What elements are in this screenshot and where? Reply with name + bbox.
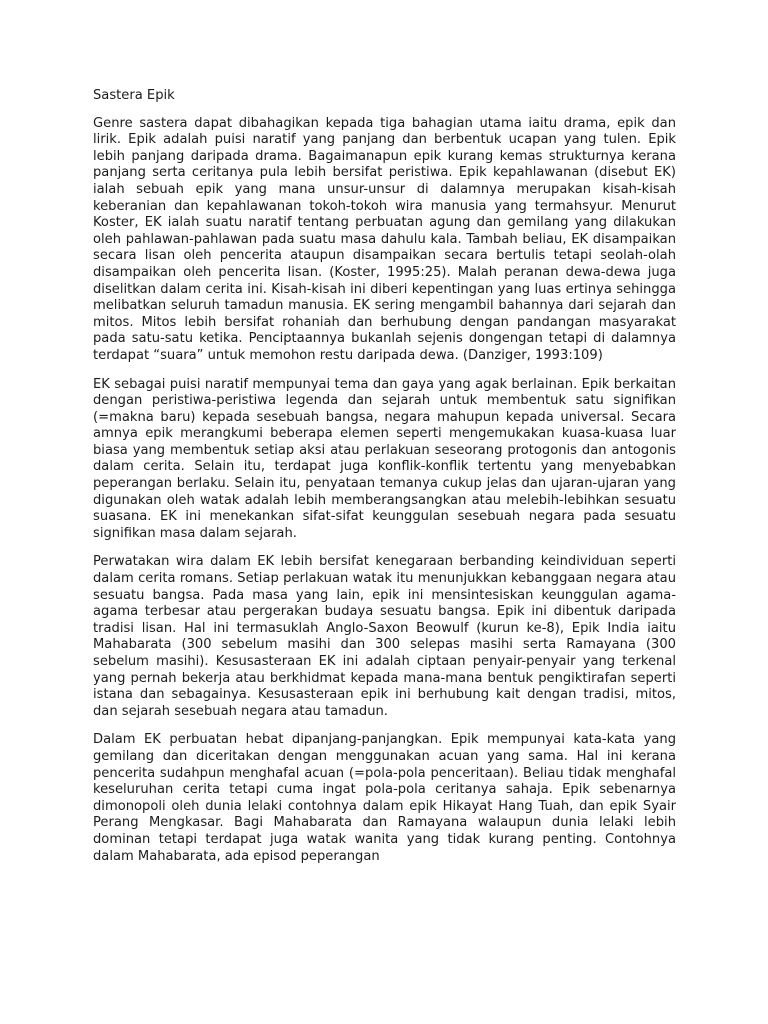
paragraph-2: EK sebagai puisi naratif mempunyai tema dan gaya yang agak berlainan. Epik berkaitan dengan peristiwa-peristiwa legenda dan sejarah untuk membentuk satu signifikan (=makna baru) kepada sesebuah bangsa, negara mahupun kepada universal. Secara amnya epik merangkumi beberapa elemen seperti mengemukakan kuasa-kuasa luar biasa yang membentuk setiap aksi atau perlakuan seseorang protogonis dan antogonis dalam cerita. Selain itu, terdapat juga konflik-konflik tertentu yang menyebabkan peperangan berlaku. Selain itu, penyataan temanya cukup jelas dan ujaran-ujaran yang digunakan oleh watak adalah lebih memberangsangkan atau melebih-lebihkan sesuatu suasana. EK ini menekankan sifat-sifat keunggulan sesebuah negara pada sesuatu signifikan masa dalam sejarah. <box>93 376 676 541</box>
paragraph-4: Dalam EK perbuatan hebat dipanjang-panjangkan. Epik mempunyai kata-kata yang gemilang dan diceritakan dengan menggunakan acuan yang sama. Hal ini kerana pencerita sudahpun menghafal acuan (=pola-pola penceritaan). Beliau tidak menghafal keseluruhan cerita tetapi cuma ingat pola-pola ceritanya sahaja. Epik sebenarnya dimonopoli oleh dunia lelaki contohnya dalam epik Hikayat Hang Tuah, dan epik Syair Perang Mengkasar. Bagi Mahabarata dan Ramayana walaupun dunia lelaki lebih dominan tetapi terdapat juga watak wanita yang tidak kurang penting. Contohnya dalam Mahabarata, ada episod peperangan <box>93 732 676 864</box>
paragraph-1: Genre sastera dapat dibahagikan kepada tiga bahagian utama iaitu drama, epik dan lirik. Epik adalah puisi naratif yang panjang dan berbentuk ucapan yang tulen. Epik lebih panjang daripada drama. Bagaimanapun epik kurang kemas strukturnya kerana panjang serta ceritanya pula lebih bersifat peristiwa. Epik kepahlawanan (disebut EK) ialah sebuah epik yang mana unsur-unsur di dalamnya merupakan kisah-kisah keberanian dan kepahlawanan tokoh-tokoh wira manusia yang termahsyur. Menurut Koster, EK ialah suatu naratif tentang perbuatan agung dan gemilang yang dilakukan oleh pahlawan-pahlawan pada suatu masa dahulu kala. Tambah beliau, EK disampaikan secara lisan oleh pencerita ataupun disampaikan secara bertulis tetapi seolah-olah disampaikan oleh pencerita lisan. (Koster, 1995:25). Malah peranan dewa-dewa juga diselitkan dalam cerita ini. Kisah-kisah ini diberi kepentingan yang luas ertinya sehingga melibatkan seluruh tamadun manusia. EK sering mengambil bahannya dari sejarah dan mitos. Mitos lebih bersifat rohaniah dan berhubung dengan pandangan masyarakat pada satu-satu ketika. Penciptaannya bukanlah sejenis dongengan tetapi di dalamnya terdapat “suara” untuk memohon restu daripada dewa. (Danziger, 1993:109) <box>93 115 676 363</box>
document-page <box>93 88 676 865</box>
paragraph-3: Perwatakan wira dalam EK lebih bersifat kenegaraan berbanding keindividuan seperti dalam cerita romans. Setiap perlakuan watak itu menunjukkan kebanggaan negara atau sesuatu bangsa. Pada masa yang lain, epik ini mensintesiskan keunggulan agama-agama terbesar atau pergerakan budaya sesuatu bangsa. Epik ini dibentuk daripada tradisi lisan. Hal ini termasuklah Anglo-Saxon Beowulf (kurun ke-8), Epik India iaitu Mahabarata (300 sebelum masihi dan 300 selepas masihi serta Ramayana (300 sebelum masihi). Kesusasteraan EK ini adalah ciptaan penyair-penyair yang terkenal yang pernah bekerja atau berkhidmat kepada mana-mana bentuk pengiktirafan seperti istana dan sebagainya. Kesusasteraan epik ini berhubung kait dengan tradisi, mitos, dan sejarah sesebuah negara atau tamadun. <box>93 554 676 719</box>
document-title: Sastera Epik <box>93 88 175 103</box>
